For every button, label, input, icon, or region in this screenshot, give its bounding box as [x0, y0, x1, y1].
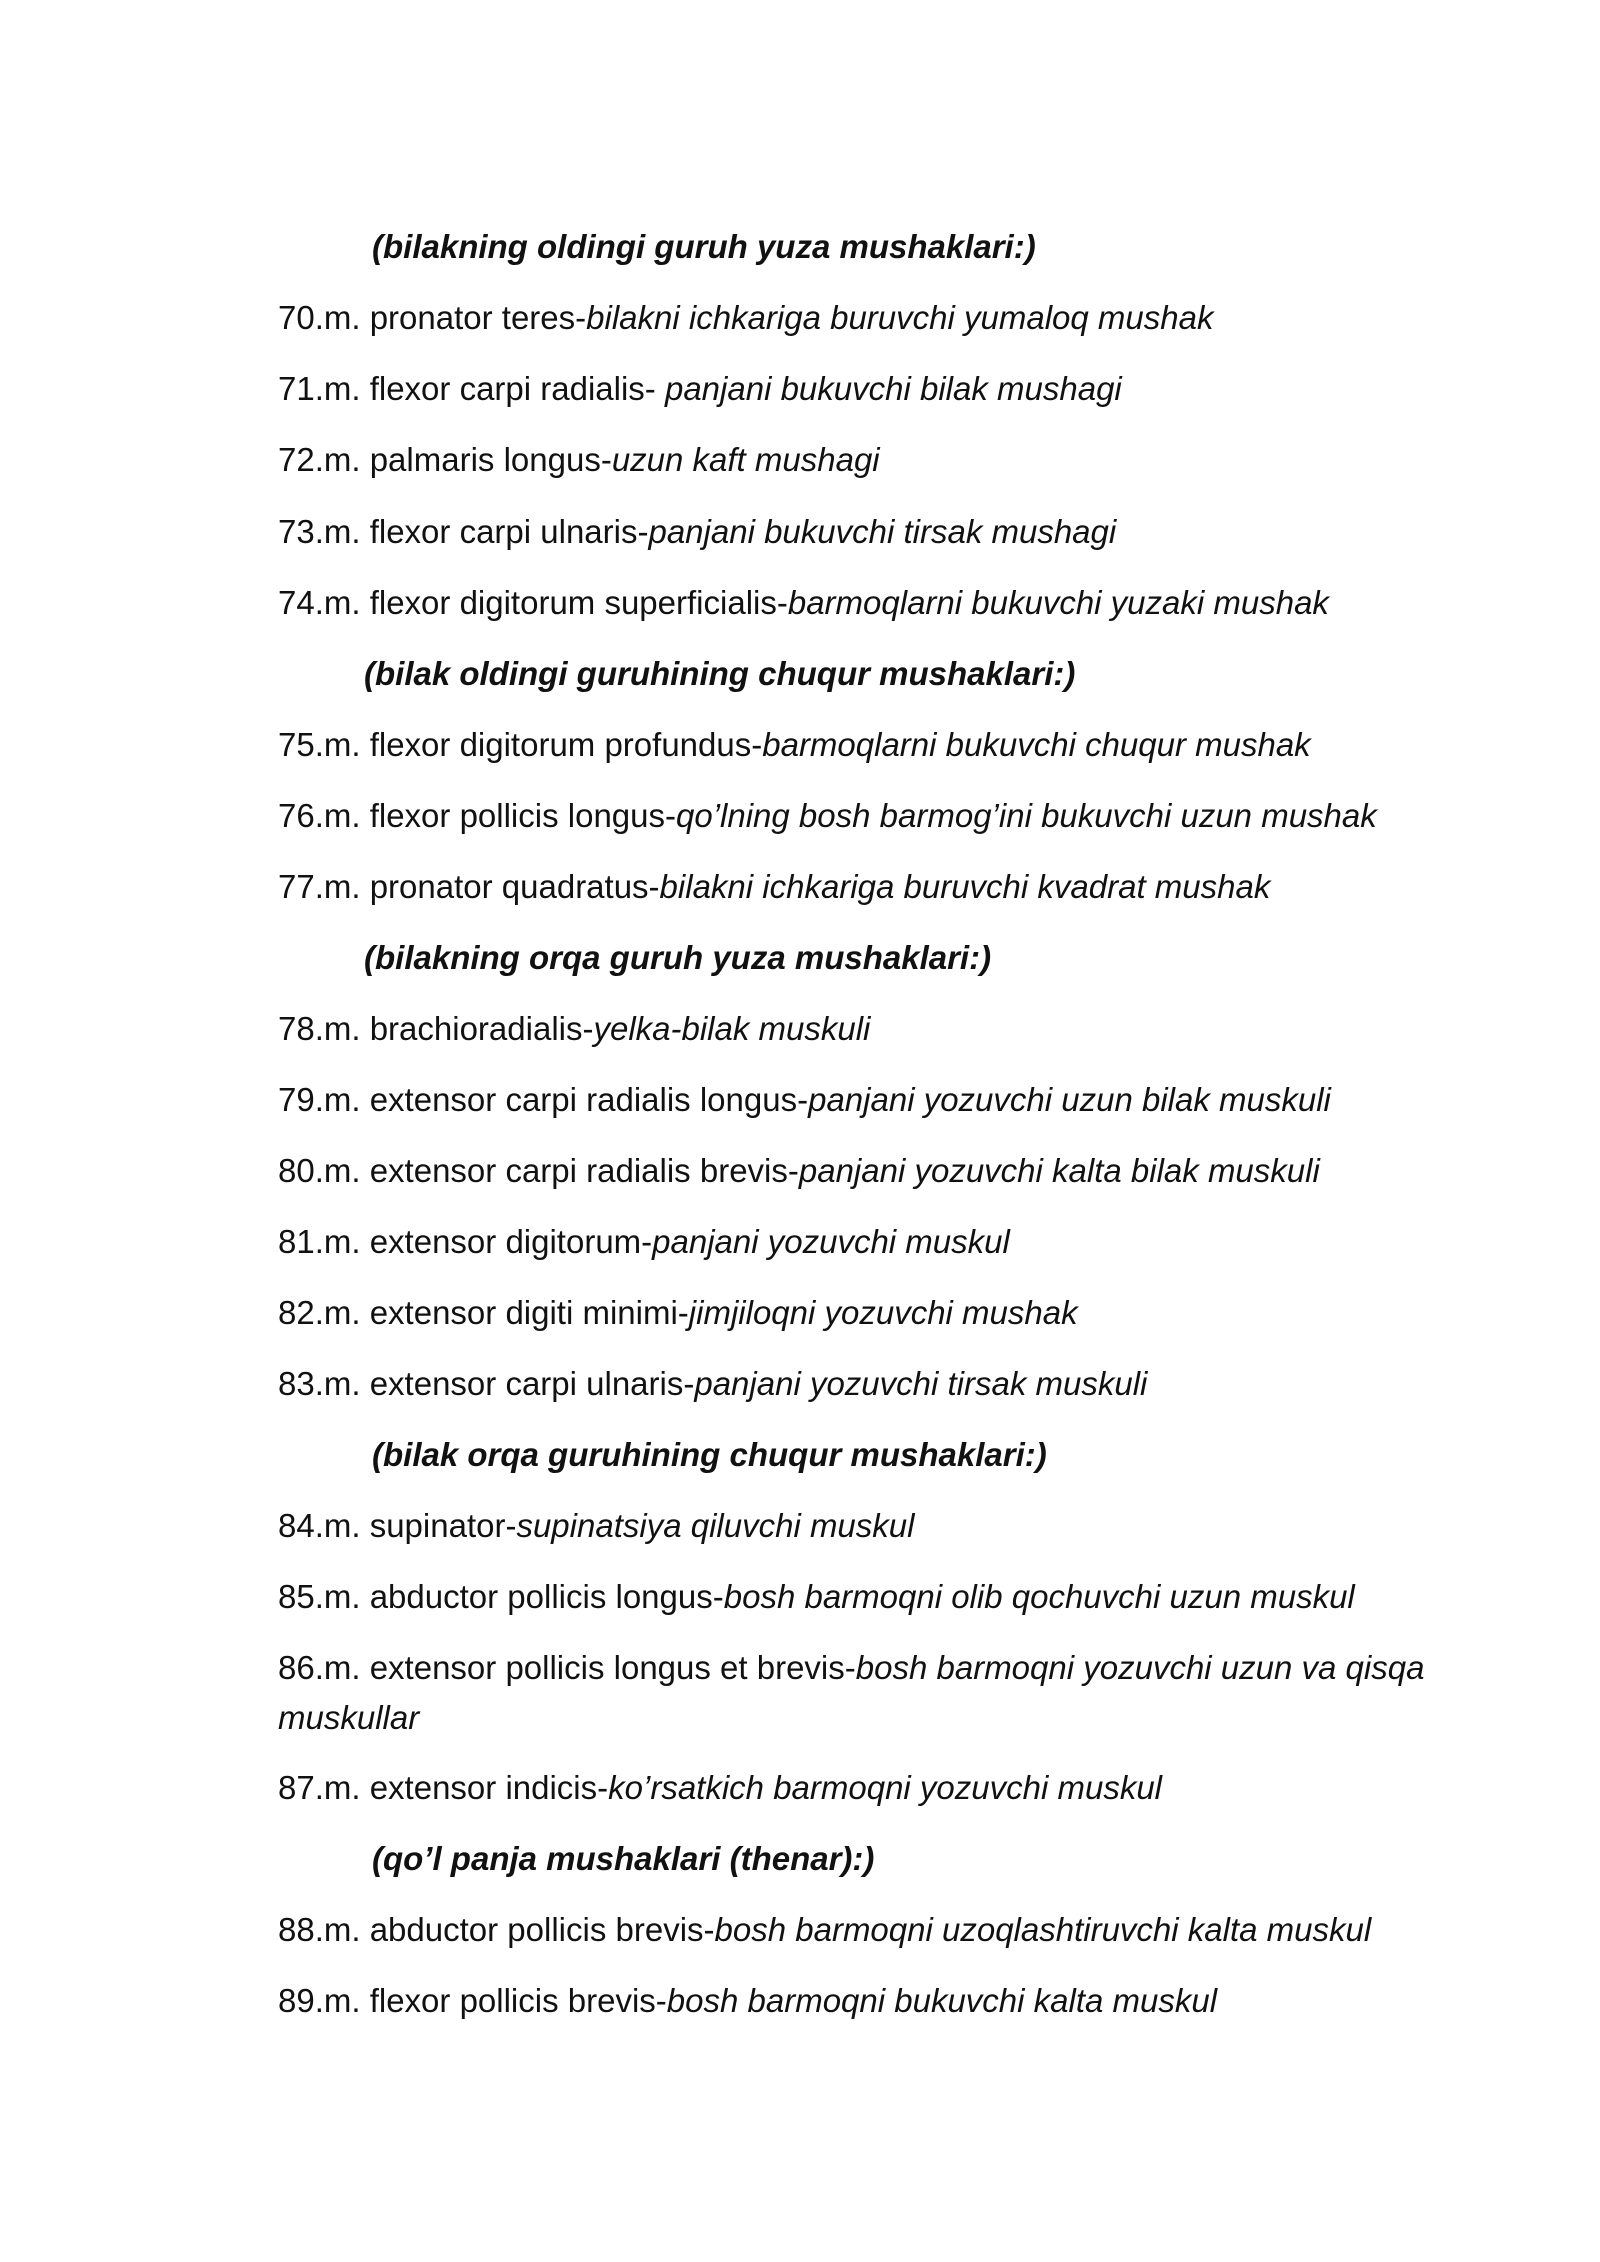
list-item: [278, 1905, 1478, 1955]
list-item: [278, 293, 1478, 343]
term-definition: panjani yozuvchi tirsak muskuli: [694, 1365, 1148, 1402]
term-definition: bosh barmoqni yozuvchi uzun va qisqa muskullar: [278, 1649, 1425, 1736]
term-definition: bilakni ichkariga buruvchi kvadrat mushak: [659, 868, 1271, 905]
section-heading: (bilakning orqa guruh yuza mushaklari:): [364, 939, 992, 976]
term-latin: 84.m. supinator-: [278, 1507, 517, 1544]
term-latin: 88.m. abductor pollicis brevis-: [278, 1911, 715, 1948]
term-latin: 78.m. brachioradialis-: [278, 1010, 594, 1047]
term-definition: panjani yozuvchi kalta bilak muskuli: [798, 1152, 1320, 1189]
list-item: [278, 435, 1478, 485]
term-latin: 82.m. extensor digiti minimi-: [278, 1294, 689, 1331]
list-item: [278, 1572, 1478, 1622]
term-definition: bosh barmoqni bukuvchi kalta muskul: [666, 1982, 1218, 2019]
term-latin: 86.m. extensor pollicis longus et brevis-: [278, 1649, 856, 1686]
term-definition: bosh barmoqni uzoqlashtiruvchi kalta muskul: [714, 1911, 1372, 1948]
term-latin: 89.m. flexor pollicis brevis-: [278, 1982, 667, 2019]
list-item: [278, 507, 1478, 557]
term-definition: yelka-bilak muskuli: [593, 1010, 871, 1047]
term-definition: panjani yozuvchi muskul: [652, 1223, 1010, 1260]
term-latin: 83.m. extensor carpi ulnaris-: [278, 1365, 695, 1402]
list-item: [278, 1501, 1478, 1551]
term-definition: panjani bukuvchi bilak mushagi: [664, 370, 1122, 407]
list-item: [278, 1217, 1478, 1267]
term-definition: supinatsiya qiluvchi muskul: [516, 1507, 915, 1544]
term-definition: qo’lning bosh barmog’ini bukuvchi uzun mushak: [676, 797, 1377, 834]
term-definition: barmoqlarni bukuvchi yuzaki mushak: [787, 584, 1329, 621]
list-item: [278, 862, 1478, 912]
term-latin: 74.m. flexor digitorum superficialis-: [278, 584, 788, 621]
section-heading: (qo’l panja mushaklari (thenar):): [372, 1840, 875, 1877]
list-item: [278, 364, 1478, 414]
term-latin: 75.m. flexor digitorum profundus-: [278, 726, 763, 763]
term-latin: 73.m. flexor carpi ulnaris-: [278, 513, 649, 550]
list-item: [278, 1075, 1478, 1125]
term-latin: 85.m. abductor pollicis longus-: [278, 1578, 724, 1615]
list-item: [278, 791, 1478, 841]
term-definition: panjani bukuvchi tirsak mushagi: [648, 513, 1117, 550]
term-definition: ko’rsatkich barmoqni yozuvchi muskul: [608, 1769, 1163, 1806]
list-item: [278, 720, 1478, 770]
list-item: [278, 1288, 1478, 1338]
term-latin: 87.m. extensor indicis-: [278, 1769, 609, 1806]
list-item: [278, 578, 1478, 628]
list-item: [278, 1763, 1478, 1813]
term-latin: 79.m. extensor carpi radialis longus-: [278, 1081, 809, 1118]
list-item: [278, 1004, 1478, 1054]
term-definition: bilakni ichkariga buruvchi yumaloq mushak: [586, 299, 1214, 336]
term-definition: jimjiloqni yozuvchi mushak: [688, 1294, 1078, 1331]
list-item: [278, 1976, 1478, 2026]
term-definition: uzun kaft mushagi: [611, 441, 880, 478]
term-latin: 76.m. flexor pollicis longus-: [278, 797, 676, 834]
term-definition: bosh barmoqni olib qochuvchi uzun muskul: [723, 1578, 1355, 1615]
term-latin: 81.m. extensor digitorum-: [278, 1223, 653, 1260]
term-latin: 71.m. flexor carpi radialis-: [278, 370, 665, 407]
term-latin: 72.m. palmaris longus-: [278, 441, 612, 478]
term-latin: 80.m. extensor carpi radialis brevis-: [278, 1152, 799, 1189]
term-latin: 70.m. pronator teres-: [278, 299, 587, 336]
list-item: [278, 1146, 1478, 1196]
list-item: [278, 1643, 1488, 1743]
term-definition: barmoqlarni bukuvchi chuqur mushak: [762, 726, 1311, 763]
section-heading: (bilak orqa guruhining chuqur mushaklari:): [372, 1436, 1047, 1473]
list-item: [278, 1359, 1478, 1409]
term-definition: panjani yozuvchi uzun bilak muskuli: [808, 1081, 1331, 1118]
term-latin: 77.m. pronator quadratus-: [278, 868, 660, 905]
section-heading: (bilak oldingi guruhining chuqur mushaklari:): [364, 655, 1076, 692]
section-heading: (bilakning oldingi guruh yuza mushaklari:): [372, 228, 1036, 265]
